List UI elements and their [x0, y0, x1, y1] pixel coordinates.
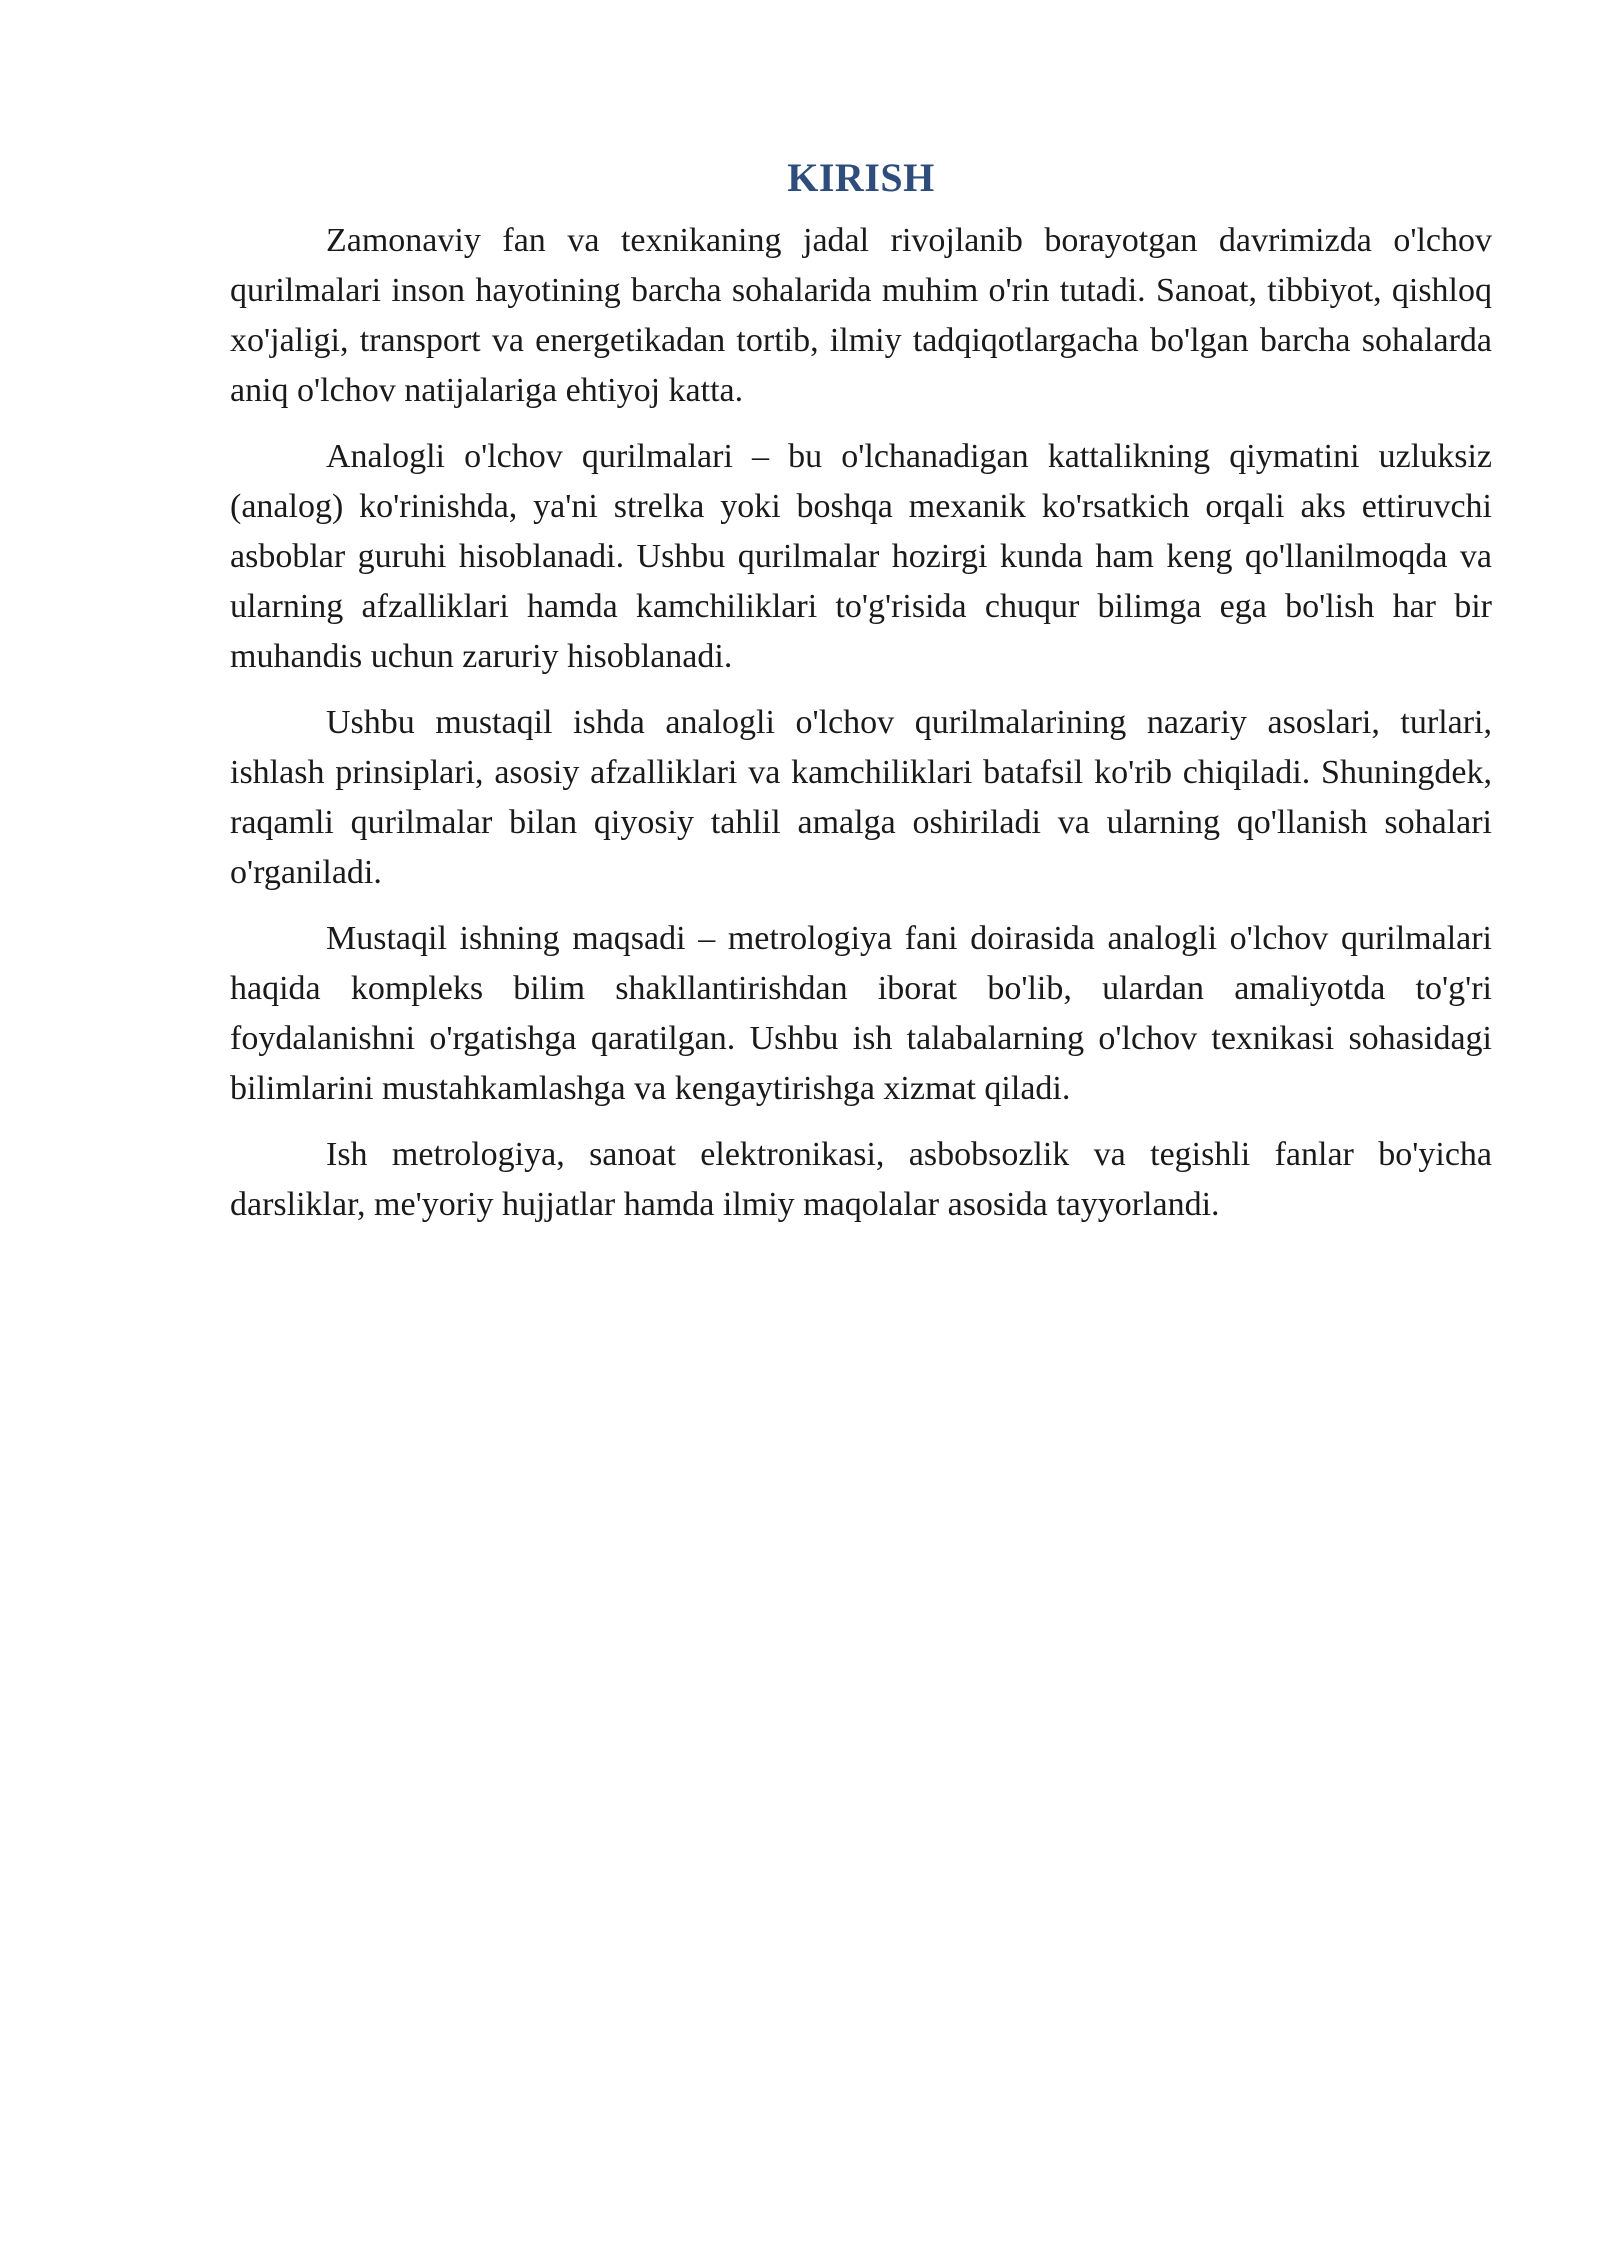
document-page — [230, 150, 1492, 1246]
page-title: KIRISH — [787, 155, 935, 200]
paragraph-3: Ushbu mustaqil ishda analogli o'lchov qurilmalarining nazariy asoslari, turlari, ishlash prinsiplari, asosiy afzalliklari va kamchiliklari batafsil ko'rib chiqiladi. Shuningdek, raqamli qurilmalar bilan qiyosiy tahlil amalga oshiriladi va ularning qo'llanish sohalari o'rganiladi. — [230, 704, 1492, 891]
paragraph-2: Analogli o'lchov qurilmalari – bu o'lchanadigan kattalikning qiymatini uzluksiz (analog) ko'rinishda, ya'ni strelka yoki boshqa mexanik ko'rsatkich orqali aks ettiruvchi asboblar guruhi hisoblanadi. Ushbu qurilmalar hozirgi kunda ham keng qo'llanilmoqda va ularning afzalliklari hamda kamchiliklari to'g'risida chuqur bilimga ega bo'lish har bir muhandis uchun zaruriy hisoblanadi. — [230, 438, 1492, 675]
paragraph-1: Zamonaviy fan va texnikaning jadal rivojlanib borayotgan davrimizda o'lchov qurilmalari inson hayotining barcha sohalarida muhim o'rin tutadi. Sanoat, tibbiyot, qishloq xo'jaligi, transport va energetikadan tortib, ilmiy tadqiqotlargacha bo'lgan barcha sohalarda aniq o'lchov natijalariga ehtiyoj katta. — [230, 222, 1492, 409]
paragraph-4: Mustaqil ishning maqsadi – metrologiya fani doirasida analogli o'lchov qurilmalari haqida kompleks bilim shakllantirishdan iborat bo'lib, ulardan amaliyotda to'g'ri foydalanishni o'rgatishga qaratilgan. Ushbu ish talabalarning o'lchov texnikasi sohasidagi bilimlarini mustahkamlashga va kengaytirishga xizmat qiladi. — [230, 920, 1492, 1107]
paragraph-5: Ish metrologiya, sanoat elektronikasi, asbobsozlik va tegishli fanlar bo'yicha darsliklar, me'yoriy hujjatlar hamda ilmiy maqolalar asosida tayyorlandi. — [230, 1136, 1492, 1223]
